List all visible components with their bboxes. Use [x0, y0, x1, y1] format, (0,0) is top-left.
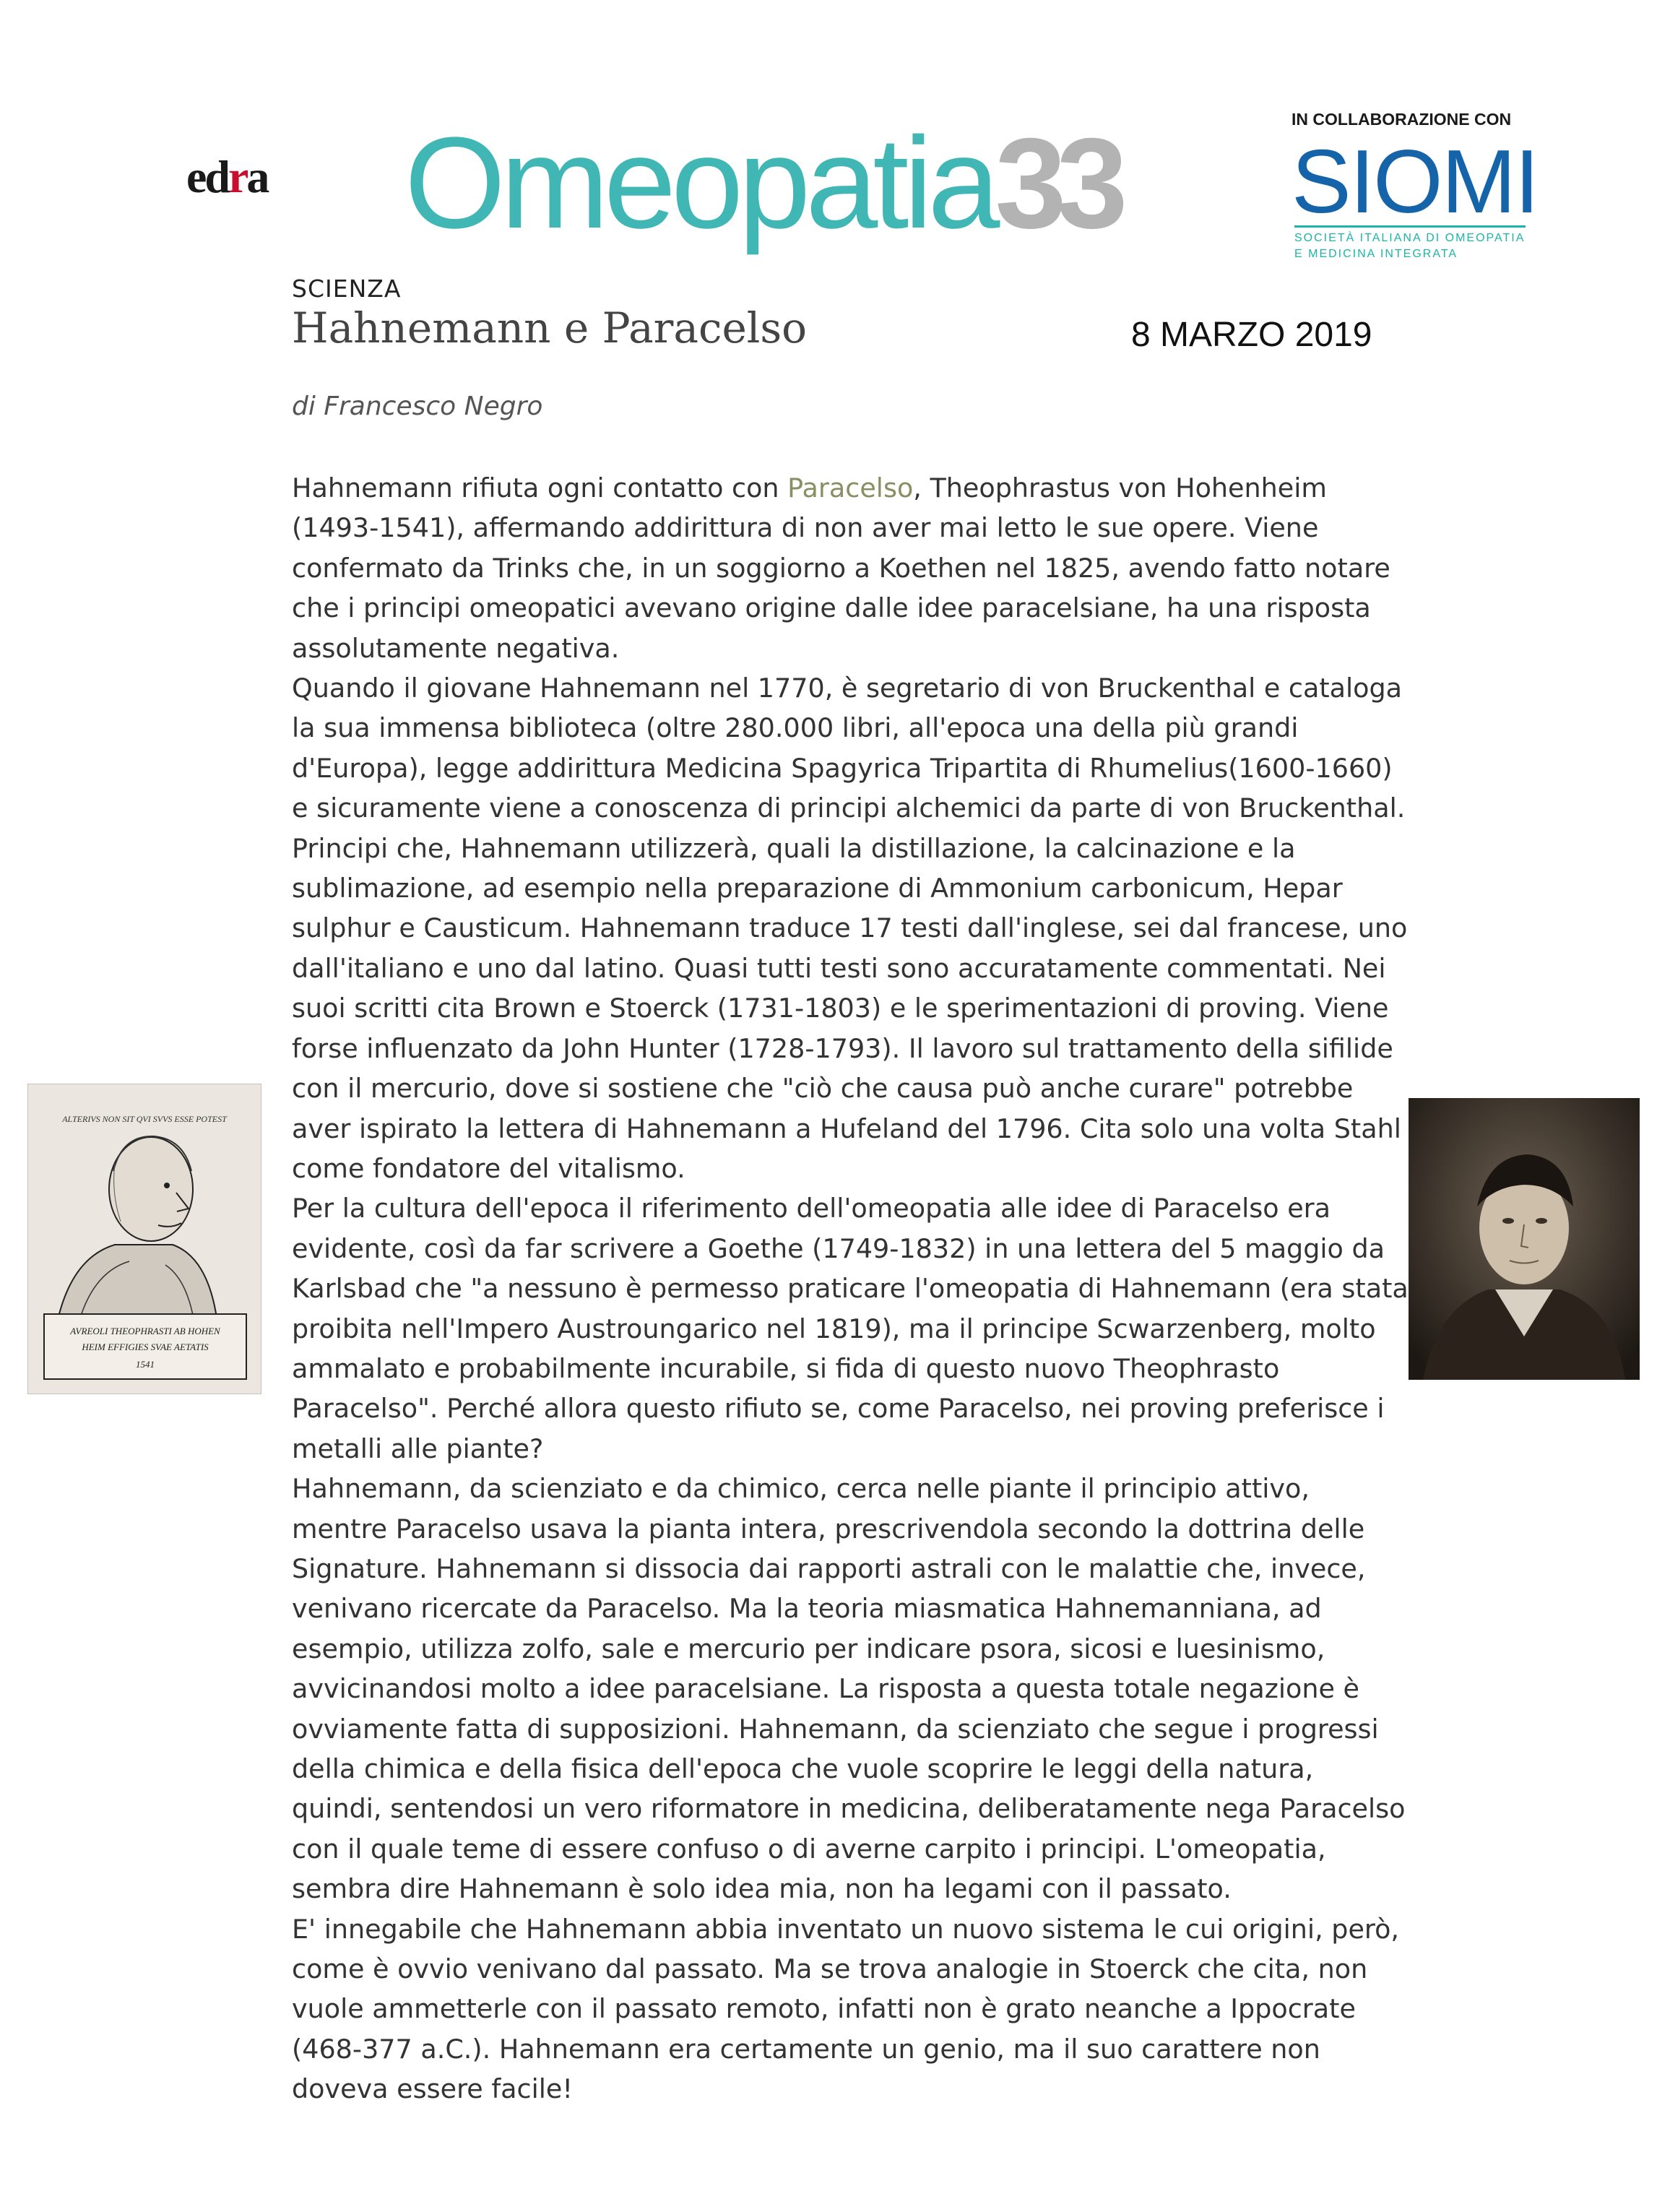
collaboration-label: IN COLLABORAZIONE CON — [1292, 110, 1512, 129]
siomi-subtitle-line2: E MEDICINA INTEGRATA — [1294, 248, 1458, 260]
plaque-line-3: 1541 — [136, 1359, 155, 1370]
plaque-line-2: HEIM EFFIGIES SVAE AETATIS — [82, 1342, 209, 1352]
hahnemann-portrait — [1409, 1098, 1640, 1380]
magazine-logo-word: Omeopatia — [404, 111, 995, 256]
siomi-subtitle — [1294, 225, 1526, 262]
magazine-logo-number: 33 — [995, 111, 1118, 255]
paragraph-2: Quando il giovane Hahnemann nel 1770, è segretario di von Bruckenthal e cataloga la sua immensa biblioteca (oltre 280.000 libri, all'epoca una della più grandi d'Europa), legge addirittura Medicina Spagyrica Tripartita di Rhumelius(1600-1660) e sicuramente viene a conoscenza di principi alchemici da parte di von Bruckenthal. Principi che, Hahnemann utilizzerà, quali la distillazione, la calcinazione e la sublimazione, ad esempio nella preparazione di Ammonium carbonicum, Hepar sulphur e Causticum. Hahnemann traduce 17 testi dall'inglese, sei dal francese, uno dall'italiano e uno dal latino. Quasi tutti testi sono accuratamente commentati. Nei suoi scritti cita Brown e Stoerck (1731-1803) e le sperimentazioni di proving. Viene forse influenzato da John Hunter (1728-1793). Il lavoro sul trattamento della sifilide con il mercurio, dove si sostiene che "ciò che causa può anche curare" potrebbe aver ispirato la lettera di Hahnemann a Hufeland del 1796. Cita solo una volta Stahl come fondatore del vitalismo. — [292, 673, 1408, 1184]
section-label: SCIENZA — [292, 275, 402, 303]
magazine-logo — [404, 108, 1118, 267]
article-body — [292, 468, 1410, 2109]
paracelsus-engraving — [27, 1084, 261, 1394]
article-date: 8 MARZO 2019 — [1131, 316, 1372, 354]
paragraph-3: Per la cultura dell'epoca il riferimento dell'omeopatia alle idee di Paracelso era evidente, così da far scrivere a Goethe (1749-1832) in una lettera del 5 maggio da Karlsbad che "a nessuno è permesso praticare l'omeopatia di Hahnemann (era stata proibita nell'Impero Austroungarico nel 1819), ma il principe Scwarzenberg, molto ammalato e probabilmente incurabile, si fida di questo nuovo Theophrasto Paracelso". Perché allora questo rifiuto se, come Paracelso, nei proving preferisce i metalli alle piante? — [292, 1193, 1409, 1464]
siomi-logo: SIOMI — [1292, 132, 1539, 232]
edra-logo: edra — [186, 151, 268, 202]
article-title: Hahnemann e Paracelso — [292, 303, 808, 353]
paragraph-1: Hahnemann rifiuta ogni contatto con Paracelso, Theophrastus von Hohenheim (1493-1541), affermando addirittura di non aver mai letto le sue opere. Viene confermato da Trinks che, in un soggiorno a Koethen nel 1825, avendo fatto notare che i principi omeopatici avevano origine dalle idee paracelsiane, ha una risposta assolutamente negativa. — [292, 472, 1390, 664]
siomi-subtitle-line1: SOCIETÀ ITALIANA DI OMEOPATIA — [1294, 232, 1526, 244]
paragraph-5: E' innegabile che Hahnemann abbia inventato un nuovo sistema le cui origini, però, come è ovvio venivano dal passato. Ma se trova analogie in Stoerck che cita, non vuole ammetterle con il passato remoto, infatti non è grato neanche a Ippocrate (468-377 a.C.). Hahnemann era certamente un genio, ma il suo carattere non doveva essere facile! — [292, 1913, 1400, 2105]
plaque-line-1: AVREOLI THEOPHRASTI AB HOHEN — [70, 1326, 220, 1336]
paragraph-4: Hahnemann, da scienziato e da chimico, cerca nelle piante il principio attivo, mentre Paracelso usava la pianta intera, prescrivendola secondo la dottrina delle Signature. Hahnemann si dissocia dai rapporti astrali con le malattie che, invece, venivano ricercate da Paracelso. Ma la teoria miasmatica Hahnemanniana, ad esempio, utilizza zolfo, sale e mercurio per indicare psora, sicosi e luesinismo, avvicinandosi molto a idee paracelsiane. La risposta a questa totale negazione è ovviamente fatta di supposizioni. Hahnemann, da scienziato che segue i progressi della chimica e della fisica dell'epoca che vuole scoprire le leggi della natura, quindi, sentendosi un vero riformatore in medicina, deliberatamente nega Paracelso con il quale teme di essere confuso o di averne carpito i principi. L'omeopatia, sembra dire Hahnemann è solo idea mia, non ha legami con il passato. — [292, 1473, 1406, 1905]
paracelso-link[interactable]: Paracelso — [787, 472, 914, 504]
engraving-motto: ALTERIVS NON SIT QVI SVVS ESSE POTEST — [62, 1114, 227, 1124]
article-author: di Francesco Negro — [292, 392, 543, 421]
